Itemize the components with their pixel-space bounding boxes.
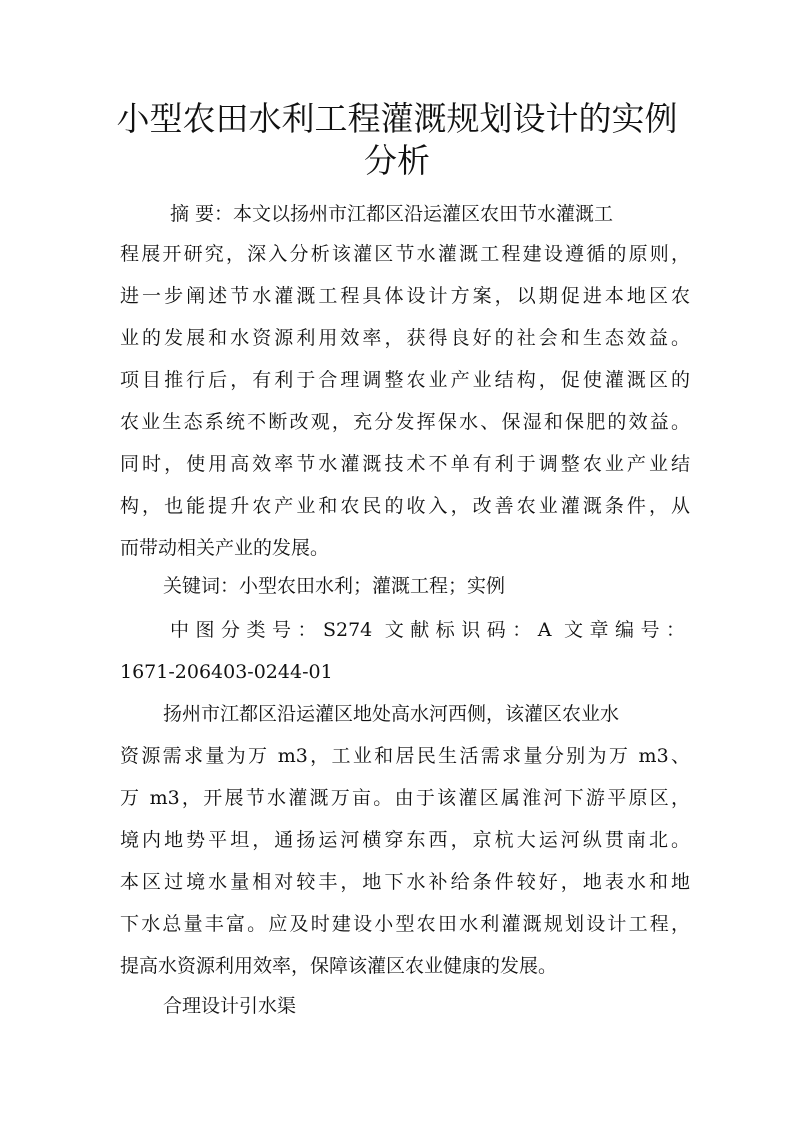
keywords: 关键词：小型农田水利；灌溉工程；实例 — [163, 575, 506, 597]
body-line: 资源需求量为万 m3，工业和居民生活需求量分别为万 m3、 — [120, 745, 690, 767]
body-line: 境内地势平坦，通扬运河横穿东西，京杭大运河纵贯南北。 — [120, 829, 690, 851]
document-title-line-2: 分析 — [364, 141, 430, 180]
abstract-line: 而带动相关产业的发展。 — [120, 537, 330, 559]
abstract-line: 进一步阐述节水灌溉工程具体设计方案，以期促进本地区农 — [120, 285, 690, 307]
body-line: 本区过境水量相对较丰，地下水补给条件较好，地表水和地 — [120, 871, 690, 893]
abstract-line: 农业生态系统不断改观，充分发挥保水、保湿和保肥的效益。 — [120, 411, 690, 433]
abstract-line: 程展开研究，深入分析该灌区节水灌溉工程建设遵循的原则， — [120, 243, 690, 265]
abstract-line: 同时，使用高效率节水灌溉技术不单有利于调整农业产业结 — [120, 453, 690, 475]
body-line: 万 m3，开展节水灌溉万亩。由于该灌区属淮河下游平原区， — [120, 787, 690, 809]
body-line: 提高水资源利用效率，保障该灌区农业健康的发展。 — [120, 955, 558, 977]
section-heading: 合理设计引水渠 — [163, 995, 297, 1017]
abstract-line: 构，也能提升农产业和农民的收入，改善农业灌溉条件，从 — [120, 495, 690, 517]
body-line: 扬州市江都区沿运灌区地处高水河西侧，该灌区农业水 — [163, 703, 620, 725]
document-title-line-1: 小型农田水利工程灌溉规划设计的实例 — [116, 99, 678, 138]
abstract-line: 项目推行后，有利于合理调整农业产业结构，促使灌溉区的 — [120, 369, 690, 391]
abstract-line: 摘 要：本文以扬州市江都区沿运灌区农田节水灌溉工 — [170, 203, 614, 225]
abstract-line: 业的发展和水资源利用效率，获得良好的社会和生态效益。 — [120, 327, 690, 349]
article-number: 1671-206403-0244-01 — [120, 661, 333, 683]
classification-line: 中图分类号：S274 文献标识码：A 文章编号： — [170, 619, 685, 641]
body-line: 下水总量丰富。应及时建设小型农田水利灌溉规划设计工程， — [120, 913, 690, 935]
